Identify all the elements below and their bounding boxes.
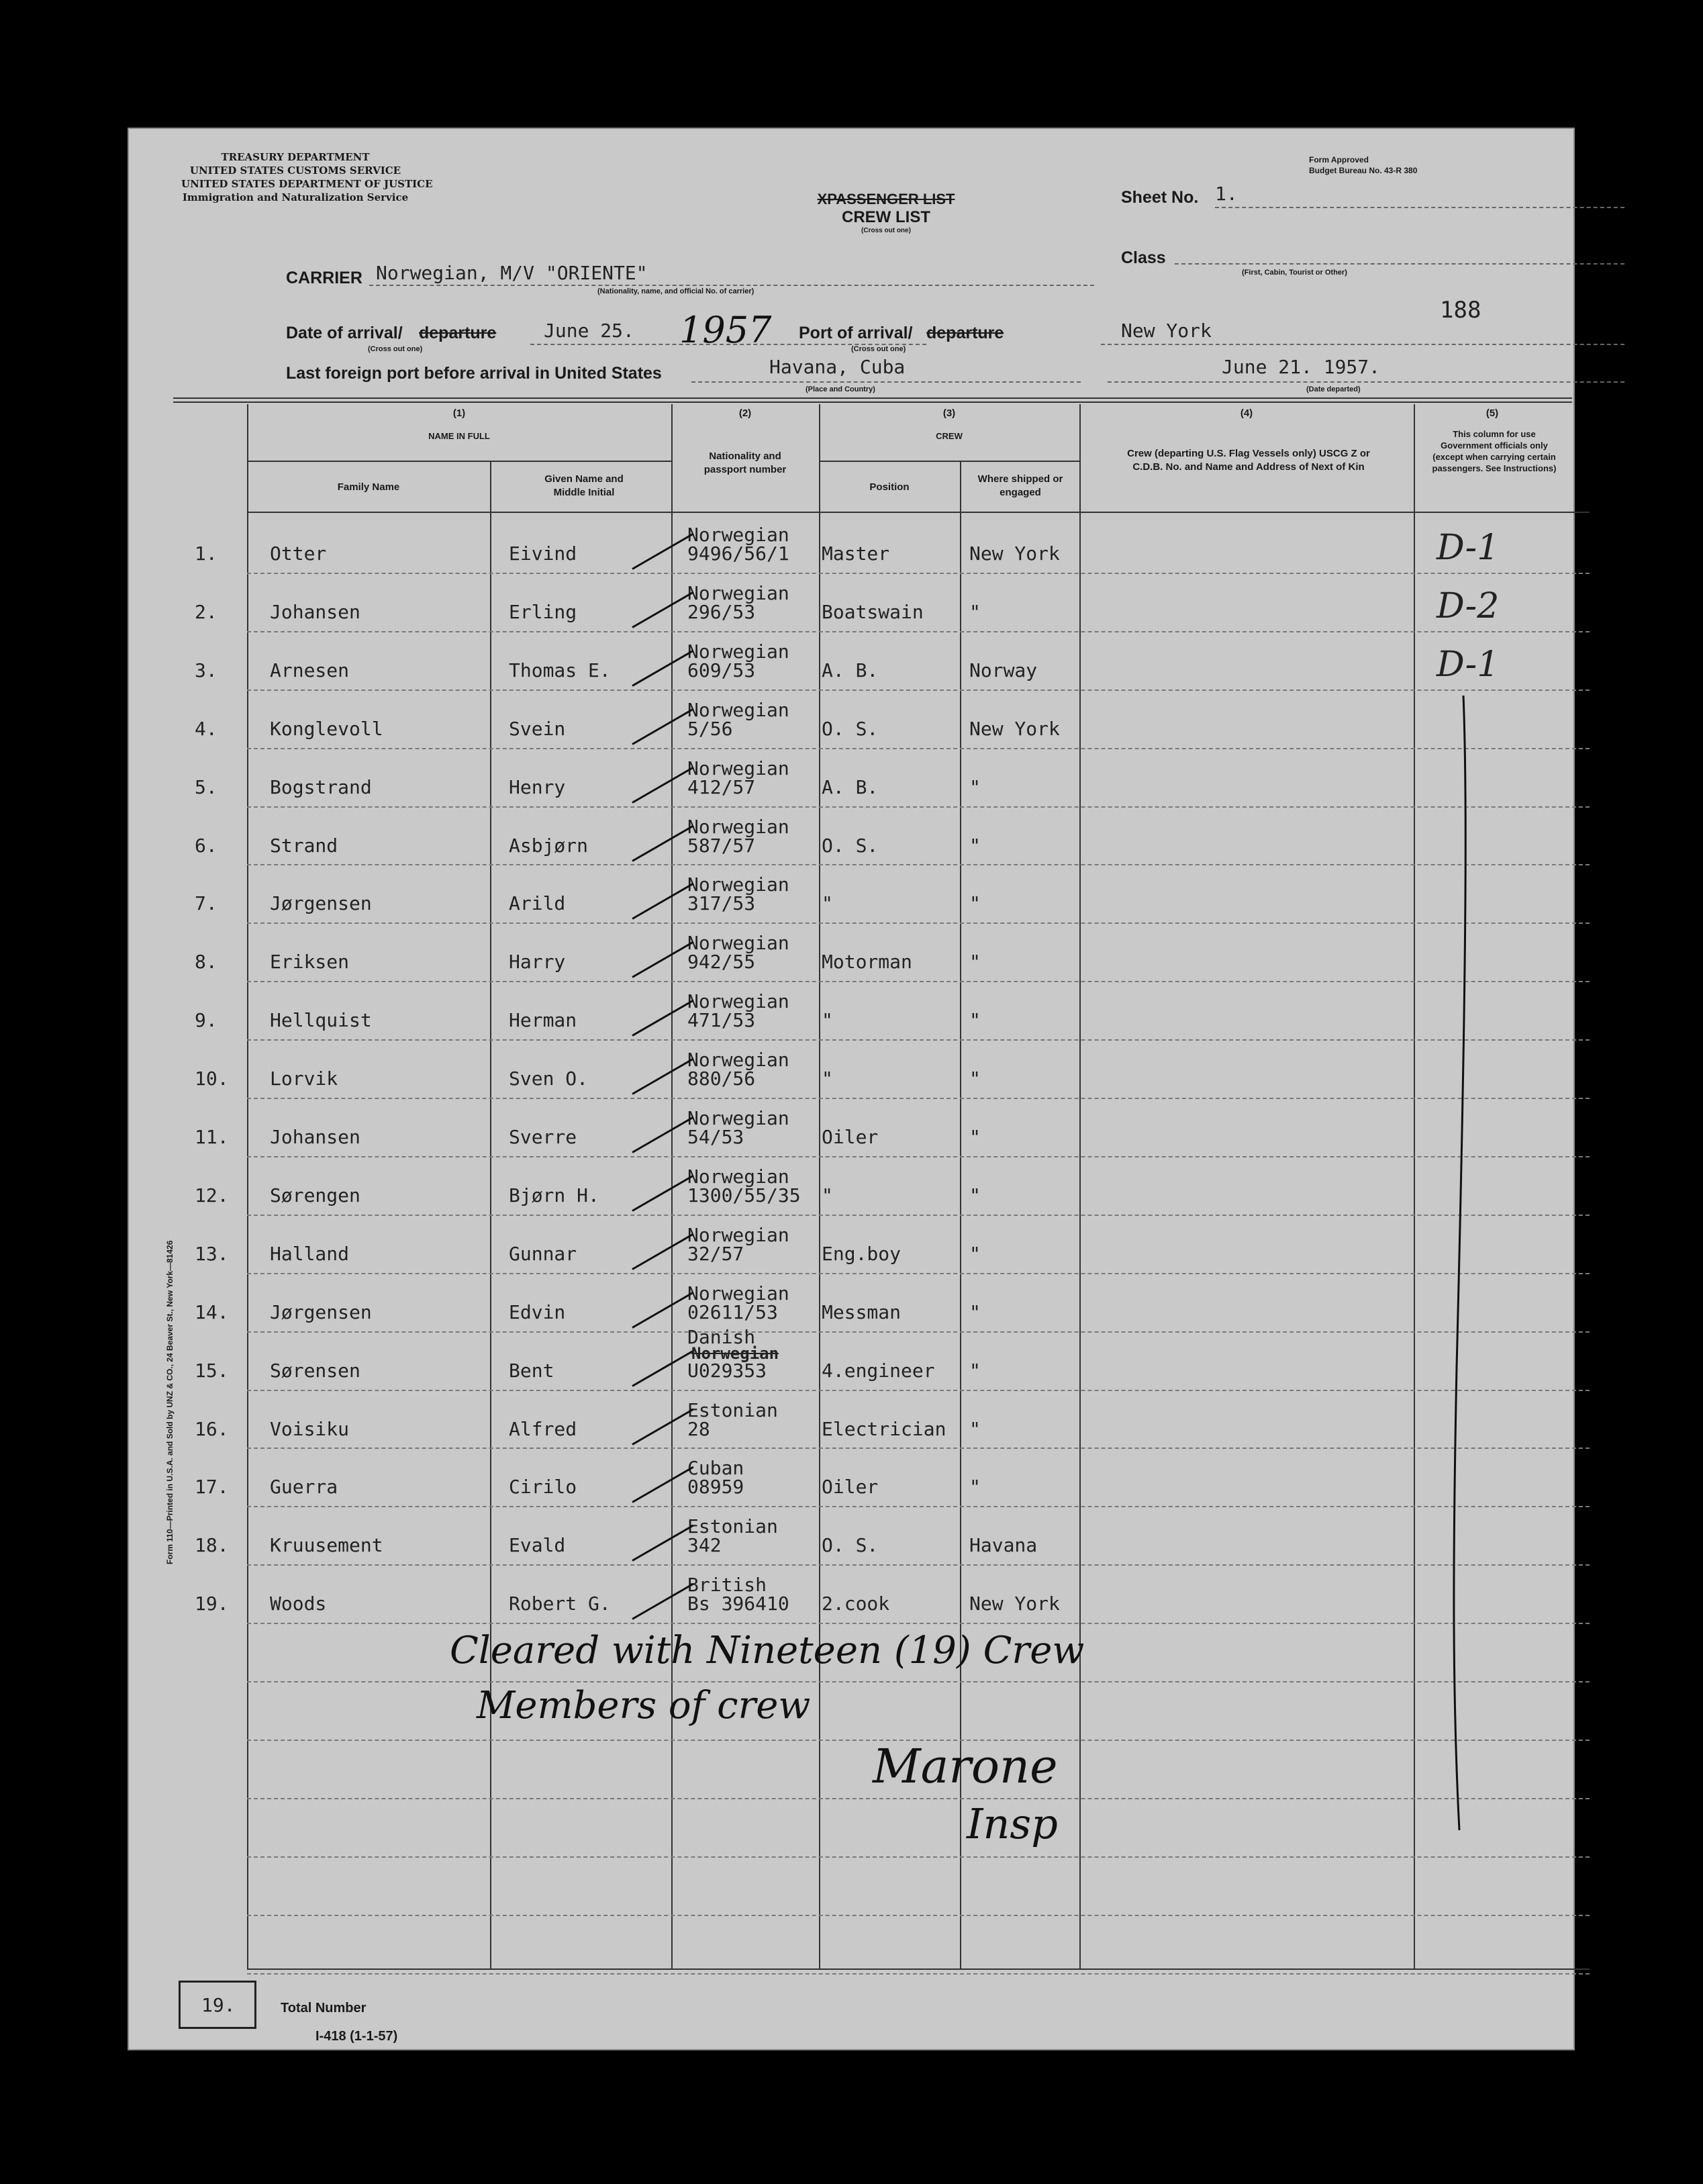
row-rule	[247, 1564, 1590, 1566]
col4-title: Crew (departing U.S. Flag Vessels only) USCG Z or C.D.B. No. and Name and Address of Next of Kin	[1127, 448, 1370, 473]
row-number: 9.	[195, 1009, 217, 1032]
position: 2.cook	[822, 1593, 890, 1615]
passport-number: 942/55	[687, 951, 756, 974]
nationality: Danish	[687, 1325, 756, 1348]
carrier-label: CARRIER	[286, 269, 362, 287]
agency-line-2: UNITED STATES CUSTOMS SERVICE	[189, 164, 401, 177]
position: O. S.	[822, 834, 879, 857]
shipped-from: New York	[969, 717, 1060, 740]
family-name: Strand	[270, 834, 338, 857]
passport-number: 54/53	[687, 1126, 744, 1148]
official-mark: D-1	[1437, 528, 1500, 568]
col2-number: (2)	[738, 408, 752, 419]
passport-number: 1300/55/35	[687, 1184, 801, 1206]
side-imprint: Form 110—Printed in U.S.A. and Sold by UNZ & CO., 24 Beaver St., New York—81426	[165, 1240, 175, 1564]
total-label: Total Number	[281, 2001, 367, 2015]
row-rule	[247, 1856, 1590, 1858]
bracket-mark	[1443, 696, 1483, 1837]
nationality: Norwegian	[687, 932, 789, 955]
nationality: Norwegian	[687, 873, 789, 896]
shipped-from: "	[969, 1067, 981, 1090]
row-number: 8.	[195, 951, 217, 974]
col4-number: (4)	[1240, 408, 1253, 419]
position: Oiler	[822, 1476, 879, 1499]
position-header: Position	[869, 481, 910, 493]
column-divider	[1079, 404, 1081, 1968]
family-name: Konglevoll	[270, 717, 383, 740]
family-name: Sørengen	[270, 1184, 360, 1206]
row-rule	[247, 1623, 1590, 1624]
nationality: Estonian	[687, 1398, 778, 1421]
sheet-value: 1.	[1215, 183, 1238, 205]
passport-number: 587/57	[687, 834, 756, 857]
family-name-header: Family Name	[337, 481, 400, 493]
position: O. S.	[822, 1534, 879, 1557]
position: Messman	[822, 1300, 902, 1323]
col5-number: (5)	[1486, 408, 1499, 419]
position: "	[822, 892, 833, 915]
check-mark	[632, 1117, 693, 1153]
shipped-from: "	[969, 1300, 981, 1323]
row-number: 1.	[195, 542, 217, 565]
row-number: 12.	[195, 1184, 229, 1206]
position: A. B.	[822, 775, 879, 798]
row-rule	[247, 1973, 1590, 1975]
header-subrule	[819, 461, 1079, 462]
col5-title: This column for use Government officials only (except when carrying certain passengers. See Instructions)	[1432, 429, 1557, 473]
class-underline	[1175, 263, 1624, 265]
departure-underline	[1108, 381, 1624, 383]
given-name: Thomas E.	[509, 659, 611, 681]
row-rule	[247, 1331, 1590, 1333]
given-name: Alfred	[509, 1417, 577, 1440]
row-rule	[247, 1273, 1590, 1274]
passport-number: 342	[687, 1534, 722, 1557]
given-name: Bent	[509, 1359, 554, 1382]
row-rule	[247, 690, 1590, 691]
shipped-from: "	[969, 775, 981, 798]
row-number: 10.	[195, 1067, 229, 1090]
position: Master	[822, 542, 890, 565]
crew-list-title: CREW LIST	[842, 208, 930, 226]
passport-number: 609/53	[687, 659, 756, 681]
row-number: 6.	[195, 834, 217, 857]
nationality: Norwegian	[687, 757, 789, 779]
row-number: 19.	[195, 1593, 229, 1615]
check-mark	[632, 766, 693, 803]
given-name-header: Given Name and Middle Initial	[544, 473, 624, 498]
form-approved-line-1: Form Approved	[1309, 155, 1369, 164]
column-divider	[1414, 404, 1415, 1968]
nationality: Norwegian	[687, 990, 789, 1013]
row-number: 17.	[195, 1476, 229, 1499]
nationality: British	[687, 1574, 767, 1597]
stamp-number: 188	[1440, 297, 1481, 324]
check-mark	[632, 649, 693, 686]
family-name: Halland	[270, 1242, 350, 1265]
col2-title: Nationality and passport number	[703, 450, 787, 475]
row-number: 5.	[195, 775, 217, 798]
family-name: Hellquist	[270, 1009, 372, 1032]
handwritten-note-line-2: Members of crew	[477, 1684, 811, 1727]
shipped-from: Havana	[969, 1534, 1038, 1557]
nationality: Norwegian	[687, 524, 789, 546]
nationality: Norwegian	[687, 640, 789, 663]
nationality: Norwegian	[687, 1049, 789, 1072]
arrival-date: June 25.	[544, 320, 634, 342]
check-mark	[632, 1466, 693, 1503]
nationality: Norwegian	[687, 1282, 789, 1304]
shipped-from: "	[969, 951, 981, 974]
row-number: 14.	[195, 1300, 229, 1323]
shipped-from: "	[969, 1184, 981, 1206]
port-underline	[1101, 344, 1624, 345]
shipped-from: "	[969, 892, 981, 915]
port-note: (Cross out one)	[851, 345, 906, 353]
shipped-from: "	[969, 1009, 981, 1032]
check-mark	[632, 1291, 693, 1328]
check-mark	[632, 708, 693, 745]
struck-nationality: Norwegian	[691, 1344, 779, 1363]
given-name: Henry	[509, 775, 566, 798]
check-mark	[632, 941, 693, 978]
given-name: Sven O.	[509, 1067, 589, 1090]
nationality: Norwegian	[687, 1165, 789, 1188]
family-name: Arnesen	[270, 659, 350, 681]
position: "	[822, 1009, 833, 1032]
column-divider	[819, 404, 820, 1968]
shipped-from: "	[969, 1359, 981, 1382]
row-rule	[247, 748, 1590, 749]
departure-date: June 21. 1957.	[1222, 356, 1381, 378]
passport-number: 412/57	[687, 775, 756, 798]
struck-passenger-list: XPASSENGER LIST	[817, 191, 955, 207]
shipped-from: "	[969, 1242, 981, 1265]
row-number: 16.	[195, 1417, 229, 1440]
given-name: Svein	[509, 717, 566, 740]
passport-number: 880/56	[687, 1067, 756, 1090]
row-rule	[247, 1156, 1590, 1157]
given-name: Asbjørn	[509, 834, 589, 857]
check-mark	[632, 1233, 693, 1270]
carrier-value: Norwegian, M/V "ORIENTE"	[376, 262, 648, 284]
given-name: Evald	[509, 1534, 566, 1557]
col3-title: CREW	[936, 431, 963, 441]
last-port-note: (Place and Country)	[806, 385, 875, 393]
check-mark	[632, 1525, 693, 1562]
carrier-note: (Nationality, name, and official No. of carrier)	[597, 287, 755, 295]
carrier-underline	[369, 285, 1094, 286]
total-value: 19.	[201, 1994, 236, 2016]
position: Oiler	[822, 1126, 879, 1148]
last-port-label: Last foreign port before arrival in United States	[286, 364, 662, 383]
signature-name: Marone	[873, 1739, 1058, 1794]
header-subrule	[247, 461, 671, 462]
arrival-struck: departure	[419, 324, 497, 342]
row-rule	[247, 1506, 1590, 1507]
agency-header	[181, 150, 433, 204]
nationality: Norwegian	[687, 815, 789, 838]
class-note: (First, Cabin, Tourist or Other)	[1242, 269, 1347, 277]
row-number: 15.	[195, 1359, 229, 1382]
row-rule	[247, 1098, 1590, 1099]
sheet-label: Sheet No.	[1121, 188, 1199, 207]
col1-title: NAME IN FULL	[428, 431, 490, 441]
signature-title: Insp	[967, 1799, 1058, 1848]
row-rule	[247, 573, 1590, 574]
position: "	[822, 1067, 833, 1090]
form-approved-line-2: Budget Bureau No. 43-R 380	[1309, 166, 1418, 175]
row-rule	[247, 864, 1590, 865]
port-value: New York	[1121, 320, 1212, 342]
official-mark: D-1	[1437, 644, 1500, 685]
family-name: Johansen	[270, 1126, 360, 1148]
handwritten-note-line-1: Cleared with Nineteen (19) Crew	[450, 1629, 1085, 1672]
position: A. B.	[822, 659, 879, 681]
nationality: Cuban	[687, 1457, 744, 1480]
row-rule	[247, 806, 1590, 808]
departure-date-note: (Date departed)	[1306, 385, 1361, 393]
row-rule	[247, 1390, 1590, 1391]
given-name: Robert G.	[509, 1593, 611, 1615]
passport-number: Bs 396410	[687, 1593, 789, 1615]
row-rule	[247, 1039, 1590, 1041]
passport-number: 32/57	[687, 1242, 744, 1265]
passport-number: 317/53	[687, 892, 756, 915]
position: Motorman	[822, 951, 912, 974]
passport-number: 02611/53	[687, 1300, 778, 1323]
shipped-from: "	[969, 834, 981, 857]
port-label: Port of arrival/	[799, 324, 913, 342]
row-rule	[247, 1215, 1590, 1216]
given-name: Sverre	[509, 1126, 577, 1148]
agency-line-1: TREASURY DEPARTMENT	[221, 151, 370, 163]
row-rule	[247, 922, 1590, 924]
given-name: Bjørn H.	[509, 1184, 599, 1206]
check-mark	[632, 1583, 693, 1620]
row-number: 4.	[195, 717, 217, 740]
header-bottom-rule	[247, 512, 1590, 513]
agency-line-4: Immigration and Naturalization Service	[182, 191, 409, 203]
check-mark	[632, 1175, 693, 1212]
given-name: Herman	[509, 1009, 577, 1032]
shipped-from: New York	[969, 542, 1060, 565]
row-number: 13.	[195, 1242, 229, 1265]
position: O. S.	[822, 717, 879, 740]
row-rule	[247, 631, 1590, 632]
port-struck: departure	[926, 324, 1004, 342]
shipped-from: Norway	[969, 659, 1038, 681]
position: Boatswain	[822, 600, 924, 623]
row-rule	[247, 1798, 1590, 1799]
passport-number: 9496/56/1	[687, 542, 789, 565]
col3-number: (3)	[942, 408, 956, 419]
family-name: Jørgensen	[270, 892, 372, 915]
document-page	[128, 128, 1575, 2050]
form-approved	[1309, 154, 1417, 176]
family-name: Woods	[270, 1593, 327, 1615]
given-name: Harry	[509, 951, 566, 974]
row-rule	[247, 1681, 1590, 1682]
given-name: Erling	[509, 600, 577, 623]
passport-number: 296/53	[687, 600, 756, 623]
last-port-underline	[691, 381, 1081, 383]
list-title	[799, 191, 973, 234]
check-mark	[632, 1000, 693, 1037]
row-rule	[247, 1447, 1590, 1449]
family-name: Eriksen	[270, 951, 350, 974]
family-name: Bogstrand	[270, 775, 372, 798]
check-mark	[632, 591, 693, 628]
last-port-value: Havana, Cuba	[769, 356, 906, 378]
shipped-from: "	[969, 1126, 981, 1148]
nationality: Norwegian	[687, 581, 789, 604]
official-mark: D-2	[1437, 585, 1500, 626]
family-name: Otter	[270, 542, 327, 565]
arrival-year: 1957	[679, 309, 772, 351]
check-mark	[632, 1058, 693, 1095]
check-mark	[632, 883, 693, 920]
given-name: Gunnar	[509, 1242, 577, 1265]
passport-number: 28	[687, 1417, 710, 1440]
row-number: 3.	[195, 659, 217, 681]
passport-number: 471/53	[687, 1009, 756, 1032]
passport-number: U029353	[687, 1359, 767, 1382]
position: Electrician	[822, 1417, 946, 1440]
row-number: 7.	[195, 892, 217, 915]
position: "	[822, 1184, 833, 1206]
passport-number: 5/56	[687, 717, 733, 740]
check-mark	[632, 1408, 693, 1445]
class-label: Class	[1121, 248, 1166, 267]
table-top-rule	[173, 397, 1572, 399]
given-name: Cirilo	[509, 1476, 577, 1499]
row-number: 2.	[195, 600, 217, 623]
family-name: Johansen	[270, 600, 360, 623]
position: Eng.boy	[822, 1242, 902, 1265]
given-name: Eivind	[509, 542, 577, 565]
table-top-rule-2	[173, 401, 1572, 403]
family-name: Sørensen	[270, 1359, 360, 1382]
shipped-from: "	[969, 600, 981, 623]
passport-number: 08959	[687, 1476, 744, 1499]
agency-line-3: UNITED STATES DEPARTMENT OF JUSTICE	[181, 178, 433, 190]
nationality: Norwegian	[687, 698, 789, 721]
arrival-label: Date of arrival/	[286, 324, 403, 342]
row-rule	[247, 981, 1590, 982]
check-mark	[632, 1349, 693, 1386]
row-number: 11.	[195, 1126, 229, 1148]
shipped-from: New York	[969, 1593, 1060, 1615]
nationality: Norwegian	[687, 1223, 789, 1246]
col1-number: (1)	[452, 408, 466, 419]
family-name: Kruusement	[270, 1534, 383, 1557]
check-mark	[632, 824, 693, 861]
check-mark	[632, 533, 693, 570]
shipped-header: Where shipped or engaged	[977, 473, 1063, 498]
sheet-underline	[1215, 207, 1624, 208]
family-name: Jørgensen	[270, 1300, 372, 1323]
column-divider	[247, 404, 248, 1968]
family-name: Lorvik	[270, 1067, 338, 1090]
family-name: Guerra	[270, 1476, 338, 1499]
nationality: Estonian	[687, 1515, 778, 1538]
shipped-from: "	[969, 1417, 981, 1440]
arrival-note: (Cross out one)	[368, 345, 423, 353]
family-name: Voisiku	[270, 1417, 350, 1440]
position: 4.engineer	[822, 1359, 935, 1382]
form-number: I-418 (1-1-57)	[315, 2029, 398, 2044]
shipped-from: "	[969, 1476, 981, 1499]
table-bottom-rule	[247, 1968, 1590, 1970]
nationality: Norwegian	[687, 1107, 789, 1129]
given-name: Edvin	[509, 1300, 566, 1323]
cross-out-note: (Cross out one)	[861, 227, 911, 234]
given-name: Arild	[509, 892, 566, 915]
row-rule	[247, 1915, 1590, 1916]
row-number: 18.	[195, 1534, 229, 1557]
